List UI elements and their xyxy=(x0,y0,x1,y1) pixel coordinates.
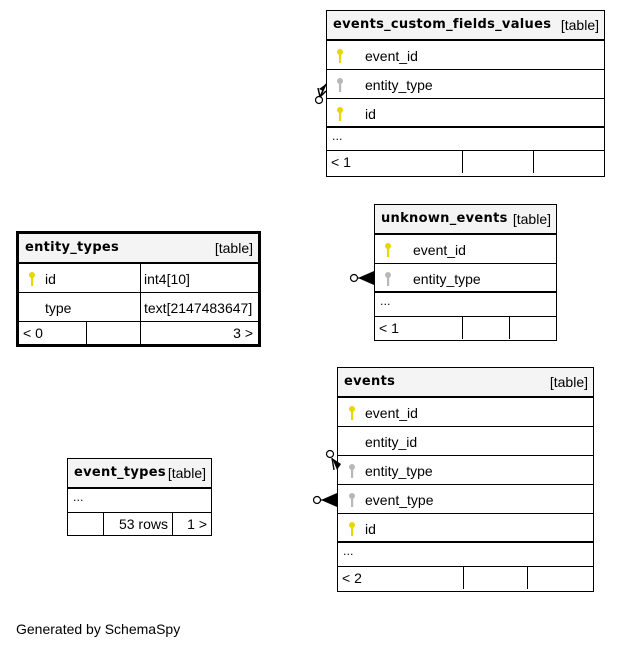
table-tag: [table] xyxy=(167,465,206,481)
parents-count[interactable]: < 2 xyxy=(342,570,362,586)
table-footer xyxy=(327,151,604,173)
column-name: entity_type xyxy=(365,77,433,93)
table-name: entity_types xyxy=(25,240,120,255)
column-name: id xyxy=(365,521,376,537)
column-row[interactable] xyxy=(19,264,258,293)
column-row[interactable] xyxy=(338,485,593,514)
column-row[interactable] xyxy=(327,70,604,99)
primary-key-icon xyxy=(335,106,345,122)
foreign-key-icon xyxy=(347,463,357,479)
primary-key-icon xyxy=(27,271,37,287)
column-name: type xyxy=(45,300,72,316)
connector-ecfv-entity-type xyxy=(316,84,327,104)
table-footer xyxy=(19,322,258,344)
column-row[interactable] xyxy=(338,427,593,456)
children-count[interactable]: 1 > xyxy=(187,516,207,532)
table-footer xyxy=(375,317,556,339)
primary-key-icon xyxy=(335,48,345,64)
table-header xyxy=(327,11,604,41)
table-name: unknown_events xyxy=(381,211,508,226)
table-tag: [table] xyxy=(560,17,599,33)
foreign-key-icon xyxy=(335,77,345,93)
primary-key-icon xyxy=(383,242,393,258)
column-name: event_id xyxy=(365,48,418,64)
parents-count[interactable]: < 0 xyxy=(23,325,43,341)
column-name: entity_type xyxy=(413,271,481,287)
table-unknown-events[interactable] xyxy=(374,204,557,341)
row-count: 53 rows xyxy=(118,516,168,532)
column-row[interactable] xyxy=(338,456,593,485)
primary-key-icon xyxy=(347,521,357,537)
table-entity-types[interactable] xyxy=(16,231,261,347)
column-name: entity_type xyxy=(365,463,433,479)
primary-key-icon xyxy=(347,405,357,421)
column-row[interactable] xyxy=(375,235,556,264)
table-tag: [table] xyxy=(214,240,253,256)
connector-unknown-events-entity-type xyxy=(351,271,375,285)
generated-by-footer: Generated by SchemaSpy xyxy=(16,621,181,637)
foreign-key-icon xyxy=(383,271,393,287)
foreign-key-icon xyxy=(347,492,357,508)
table-header xyxy=(338,368,593,398)
column-row[interactable] xyxy=(327,99,604,128)
table-footer xyxy=(338,567,593,589)
column-name: id xyxy=(45,271,56,287)
connector-events-event-type xyxy=(314,493,338,507)
children-count[interactable]: 3 > xyxy=(233,325,253,341)
ellipsis: ... xyxy=(343,545,354,558)
parents-count[interactable]: < 1 xyxy=(379,320,399,336)
parents-count[interactable]: < 1 xyxy=(331,154,351,170)
ellipsis: ... xyxy=(380,295,391,308)
column-name: event_type xyxy=(365,492,434,508)
column-name: event_id xyxy=(365,405,418,421)
table-header xyxy=(19,234,258,264)
column-name: event_id xyxy=(413,242,466,258)
ellipsis: ... xyxy=(73,491,84,504)
more-columns xyxy=(68,489,211,513)
table-events[interactable] xyxy=(337,367,594,592)
table-tag: [table] xyxy=(512,211,551,227)
column-row[interactable] xyxy=(327,41,604,70)
table-events-custom-fields-values[interactable] xyxy=(326,10,605,177)
table-name: events xyxy=(344,374,396,389)
column-row[interactable] xyxy=(338,398,593,427)
table-header xyxy=(68,459,211,489)
column-name: entity_id xyxy=(365,434,418,450)
column-type: int4[10] xyxy=(144,271,190,287)
column-row[interactable] xyxy=(338,514,593,543)
table-tag: [table] xyxy=(549,374,588,390)
more-columns xyxy=(375,293,556,317)
table-name: events_custom_fields_values xyxy=(333,17,552,32)
table-event-types[interactable] xyxy=(67,458,212,536)
more-columns xyxy=(338,543,593,567)
column-type: text[2147483647] xyxy=(144,300,253,316)
column-row[interactable] xyxy=(19,293,258,322)
table-footer xyxy=(68,513,211,535)
more-columns xyxy=(327,128,604,151)
table-header xyxy=(375,205,556,235)
column-name: id xyxy=(365,106,376,122)
table-name: event_types xyxy=(74,465,166,480)
ellipsis: ... xyxy=(332,130,343,143)
column-row[interactable] xyxy=(375,264,556,293)
